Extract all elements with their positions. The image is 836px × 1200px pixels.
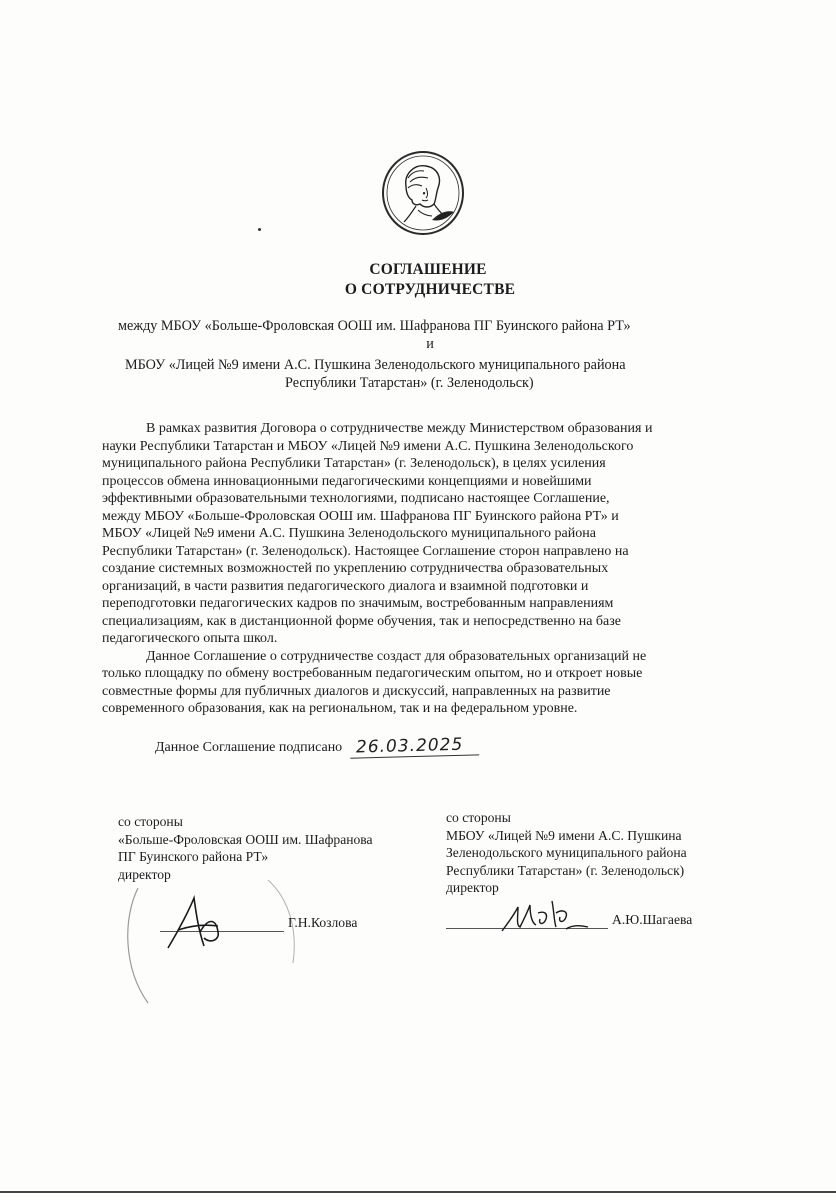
scan-edge-line [0,1191,836,1193]
parties-line1: между МБОУ «Больше-Фроловская ООШ им. Шафранова ПГ Буинского района РТ» [118,318,631,334]
right-handwritten-signature-icon [496,893,596,937]
paragraph-line: науки Республики Татарстан и МБОУ «Лицей №9 имени А.С. Пушкина Зеленодольского [102,438,634,454]
right-party-line1: со стороны [446,810,511,825]
paragraph-1 [102,420,762,648]
signed-date: 26.03.2025 [349,734,479,758]
right-party-line4: Республики Татарстан» (г. Зеленодольск) [446,862,685,878]
left-handwritten-signature-icon [160,888,230,958]
paragraph-line: совместные формы для публичных диалогов и дискуссий, направленных на развитие [102,683,611,699]
paragraph-line: Данное Соглашение о сотрудничестве создаст для образовательных организаций не [146,648,647,664]
parties-and: и [426,336,434,352]
left-signer-name: Г.Н.Козлова [288,915,358,930]
paragraph-2 [102,648,762,718]
paragraph-line: муниципального района Республики Татарстан» (г. Зеленодольск), в целях усиления [102,456,606,471]
paragraph-line: педагогического опыта школ. [102,631,278,646]
paragraph-line: эффективными образовательными технологиями, подписано настоящее Соглашение, [102,491,610,506]
paragraph-line: организаций, в части развития педагогического диалога и взаимной подготовки и [102,578,589,594]
paragraph-line: МБОУ «Лицей №9 имени А.С. Пушкина Зеленодольского муниципального района [102,526,596,541]
signed-label: Данное Соглашение подписано [155,740,343,755]
stray-dot [258,228,261,231]
right-party-line2: МБОУ «Лицей №9 имени А.С. Пушкина [446,827,682,843]
left-party-line2: «Больше-Фроловская ООШ им. Шафранова [118,831,373,847]
right-party-block [446,809,687,897]
document-title-line2: О СОТРУДНИЧЕСТВЕ [344,281,516,298]
paragraph-line: переподготовки педагогических кадров по значимым, востребованным направлениям [102,596,614,611]
pushkin-portrait-emblem [378,148,468,238]
paragraph-line: специализациям, как в дистанционной форме обучения, так и непосредственно на базе [102,613,622,629]
signed-statement [155,736,479,757]
right-party-line3: Зеленодольского муниципального района [446,845,687,860]
parties-line2: МБОУ «Лицей №9 имени А.С. Пушкина Зеленодольского муниципального района [125,357,626,373]
paragraph-line: между МБОУ «Больше-Фроловская ООШ им. Шафранова ПГ Буинского района РТ» и [102,508,619,524]
right-party-role: директор [446,880,499,895]
paragraph-line: только площадку по обмену востребованным педагогическим опытом, но и откроет новые [102,666,643,681]
paragraph-line: современного образования, как на региональном, так и на федеральном уровне. [102,701,578,716]
paragraph-line: В рамках развития Договора о сотрудничестве между Министерством образования и [146,421,653,436]
left-party-role: директор [118,866,171,882]
document-title-line1: СОГЛАШЕНИЕ [369,261,487,278]
paragraph-line: создание системных возможностей по укреплению сотрудничества образовательных [102,561,609,576]
agreement-body [102,420,762,718]
left-party-line1: со стороны [118,814,183,829]
paragraph-line: процессов обмена инновационными педагогическими концепциями и новейшими [102,473,592,489]
left-party-line3: ПГ Буинского района РТ» [118,849,269,864]
parties-line3: Республики Татарстан» (г. Зеленодольск) [285,375,534,391]
right-signer-name: А.Ю.Шагаева [612,912,693,927]
paragraph-line: Республики Татарстан» (г. Зеленодольск). Настоящее Соглашение сторон направлено на [102,543,629,559]
